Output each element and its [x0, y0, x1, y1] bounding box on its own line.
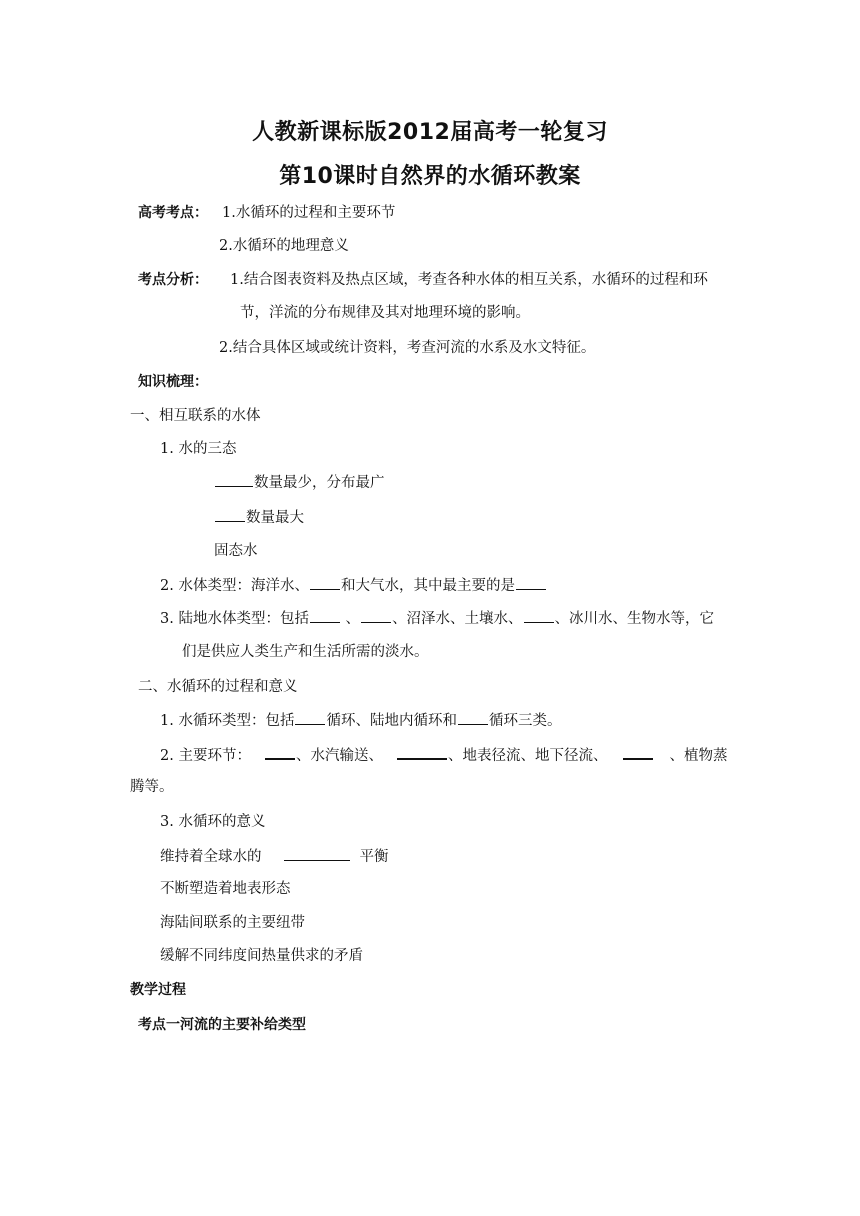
text-segment: 、植物蒸 — [669, 748, 728, 764]
analysis-item: 2.结合具体区域或统计资料，考查河流的水系及水文特征。 — [219, 340, 596, 356]
water-types-line — [160, 575, 547, 596]
fill-blank — [215, 507, 245, 522]
document-subtitle: 第10课时自然界的水循环教案 — [279, 164, 581, 189]
knowledge-heading: 知识梳理： — [138, 374, 208, 390]
main-links-line-continued: 腾等。 — [130, 779, 174, 795]
fill-blank — [284, 846, 350, 861]
fill-blank — [524, 608, 554, 623]
text-segment: 、水汽输送、 — [295, 748, 383, 764]
fill-blank — [310, 608, 340, 623]
document-title: 人教新课标版2012届高考一轮复习 — [252, 120, 608, 145]
text-segment: 循环三类。 — [488, 713, 562, 729]
teaching-process-heading: 教学过程 — [130, 982, 186, 998]
fill-blank — [310, 575, 340, 590]
meaning-item: 不断塑造着地表形态 — [160, 881, 291, 897]
text-segment: 、地表径流、地下径流、 — [447, 748, 608, 764]
water-state-line — [214, 472, 385, 493]
cycle-types-line — [160, 710, 561, 731]
section-heading: 一、相互联系的水体 — [130, 408, 261, 424]
analysis-item-continued: 节，洋流的分布规律及其对地理环境的影响。 — [240, 305, 530, 321]
subsection-heading: 3. 水循环的意义 — [160, 814, 266, 830]
analysis-label: 考点分析： — [138, 272, 208, 288]
fill-blank — [265, 744, 295, 760]
exam-point-item: 1.水循环的过程和主要环节 — [222, 205, 396, 221]
text-segment: 、沼泽水、土壤水、 — [392, 611, 523, 627]
text-segment: 、 — [340, 611, 361, 627]
meaning-item: 缓解不同纬度间热量供求的矛盾 — [160, 948, 363, 964]
water-state-text: 数量最少，分布最广 — [254, 475, 385, 491]
text-segment: 3. 陆地水体类型：包括 — [160, 611, 309, 627]
meaning-item: 海陆间联系的主要纽带 — [160, 915, 305, 931]
text-segment: 平衡 — [359, 849, 389, 865]
water-state-text: 数量最大 — [246, 510, 304, 526]
fill-blank — [215, 472, 253, 487]
land-water-line — [160, 608, 714, 629]
fill-blank — [397, 744, 447, 760]
subsection-heading: 1. 水的三态 — [160, 441, 237, 457]
section-heading: 二、水循环的过程和意义 — [138, 679, 298, 695]
fill-blank — [361, 608, 391, 623]
fill-blank — [516, 575, 546, 590]
exam-points-label: 高考考点： — [138, 205, 208, 221]
fill-blank — [458, 710, 488, 725]
text-segment: 、冰川水、生物水等，它 — [554, 611, 715, 627]
fill-blank — [623, 744, 653, 760]
exam-point-item: 2.水循环的地理意义 — [219, 238, 349, 254]
water-state-line: 固态水 — [214, 543, 258, 559]
exam-point-heading: 考点一河流的主要补给类型 — [138, 1017, 306, 1033]
text-segment: 2. 水体类型：海洋水、 — [160, 578, 309, 594]
text-segment: 1. 水循环类型：包括 — [160, 713, 295, 729]
text-segment: 循环、陆地内循环和 — [326, 713, 457, 729]
text-segment: 2. 主要环节： — [160, 748, 251, 764]
water-state-line — [214, 507, 304, 528]
meaning-item — [160, 846, 389, 867]
text-segment: 和大气水，其中最主要的是 — [340, 578, 515, 594]
main-links-line — [160, 744, 727, 766]
analysis-item: 1.结合图表资料及热点区域，考查各种水体的相互关系，水循环的过程和环 — [230, 272, 708, 288]
text-segment: 维持着全球水的 — [160, 849, 262, 865]
land-water-line-continued: 们是供应人类生产和生活所需的淡水。 — [182, 644, 429, 660]
fill-blank — [295, 710, 325, 725]
